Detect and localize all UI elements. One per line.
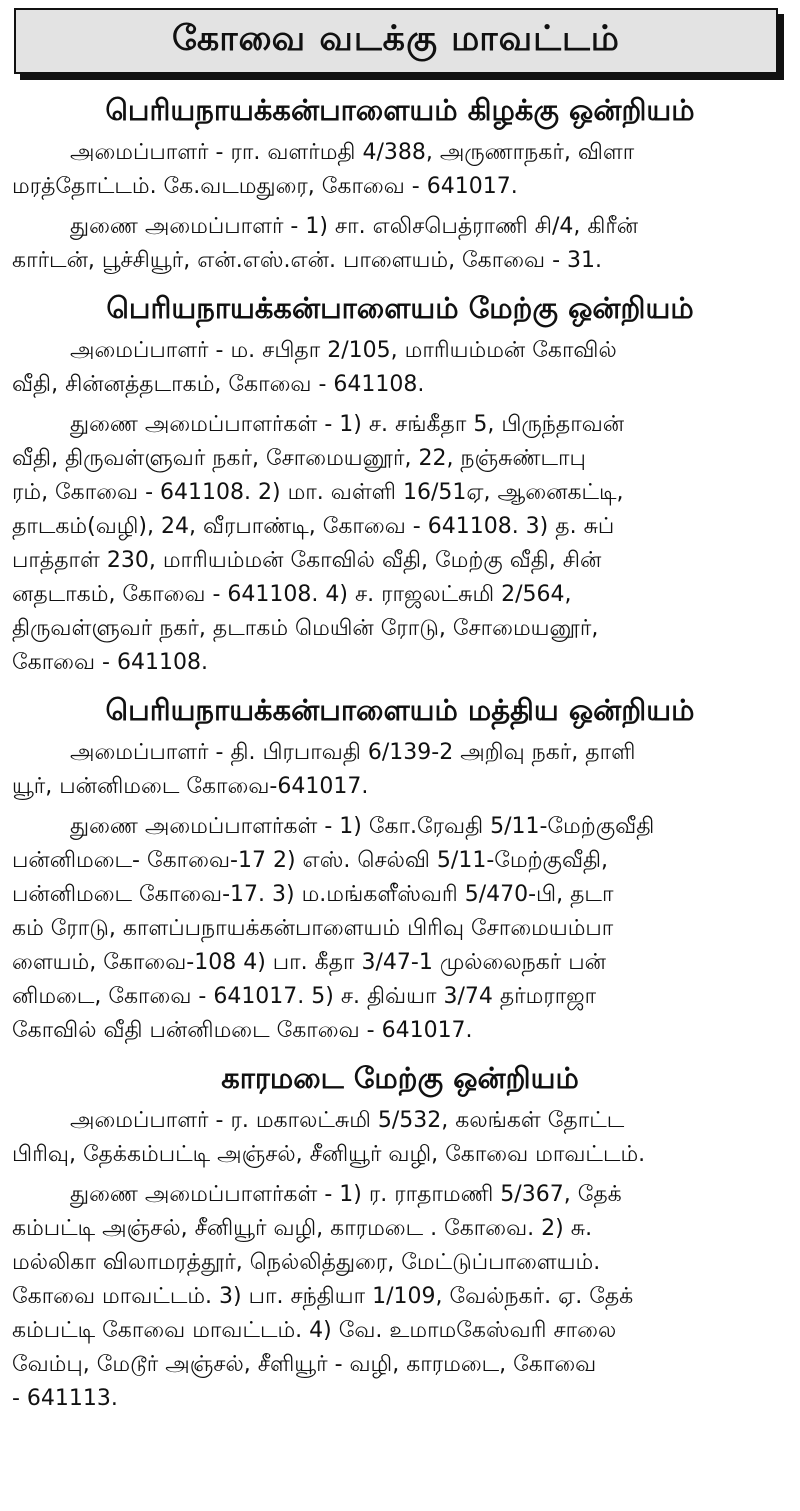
- union-section: [12, 88, 788, 278]
- union-heading: பெரியநாயக்கன்பாளையம் மத்திய ஒன்றியம்: [105, 693, 695, 727]
- organizer-entry: அமைப்பாளர் - தி. பிரபாவதி 6/139-2 அறிவு நகர், தாளி யூர், பன்னிமடை கோவை-641017.: [12, 740, 636, 799]
- organizer-entry: அமைப்பாளர் - ம. சபிதா 2/105, மாரியம்மன் கோவில் வீதி, சின்னத்தடாகம், கோவை - 641108.: [12, 338, 617, 397]
- union-section: [12, 286, 788, 680]
- deputy-organizers-entry: துணை அமைப்பாளர்கள் - 1) ர. ராதாமணி 5/367, தேக் கம்பட்டி அஞ்சல், சீனியூர் வழி, காரமடை . கோவை. 2) சு. மல்லிகா விலாமரத்தூர், நெல்லித்துரை, மேட்டுப்பாளையம். கோவை மாவட்டம். 3) பா. சந்தியா 1/109, வேல்நகர். ஏ. தேக் கம்பட்டி கோவை மாவட்டம். 4) வே. உமாமகேஸ்வரி சாலை வேம்பு, மேடூர் அஞ்சல், சீளியூர் - வழி, காரமடை, கோவை - 641113.: [12, 1182, 634, 1411]
- organizer-entry: அமைப்பாளர் - ர. மகாலட்சுமி 5/532, கலங்கள் தோட்ட பிரிவு, தேக்கம்பட்டி அஞ்சல், சீனியூர் வழி, கோவை மாவட்டம்.: [12, 1108, 646, 1167]
- deputy-organizers-entry: துணை அமைப்பாளர்கள் - 1) கோ.ரேவதி 5/11-மேற்குவீதி பன்னிமடை- கோவை-17 2) எஸ். செல்வி 5/11-மேற்குவீதி, பன்னிமடை கோவை-17. 3) ம.மங்களீஸ்வரி 5/470-பி, தடா கம் ரோடு, காளப்பநாயக்கன்பாளையம் பிரிவு சோமையம்பா ளையம், கோவை-108 4) பா. கீதா 3/47-1 முல்லைநகர் பன் னிமடை, கோவை - 641017. 5) ச. திவ்யா 3/74 தர்மராஜா கோவில் வீதி பன்னிமடை கோவை - 641017.: [12, 814, 655, 1043]
- district-title: கோவை வடக்கு மாவட்டம்: [172, 19, 620, 59]
- district-title-banner: [14, 8, 778, 74]
- union-section: [12, 1056, 788, 1416]
- union-heading: பெரியநாயக்கன்பாளையம் மேற்கு ஒன்றியம்: [106, 291, 694, 325]
- deputy-organizers-entry: துணை அமைப்பாளர் - 1) சா. எலிசபெத்ராணி சி/4, கிரீன் கார்டன், பூச்சியூர், என்.எஸ்.என். பாளையம், கோவை - 31.: [12, 214, 639, 273]
- union-heading: பெரியநாயக்கன்பாளையம் கிழக்கு ஒன்றியம்: [105, 93, 695, 127]
- deputy-organizers-entry: துணை அமைப்பாளர்கள் - 1) ச. சங்கீதா 5, பிருந்தாவன் வீதி, திருவள்ளுவர் நகர், சோமையனூர், 22, நஞ்சுண்டாபு ரம், கோவை - 641108. 2) மா. வள்ளி 16/51ஏ, ஆனைகட்டி, தாடகம்(வழி), 24, வீரபாண்டி, கோவை - 641108. 3) த. சுப் பாத்தாள் 230, மாரியம்மன் கோவில் வீதி, மேற்கு வீதி, சின் னதடாகம், கோவை - 641108. 4) ச. ராஜலட்சுமி 2/564, திருவள்ளுவர் நகர், தடாகம் மெயின் ரோடு, சோமையனூர், கோவை - 641108.: [12, 412, 625, 675]
- union-heading: காரமடை மேற்கு ஒன்றியம்: [221, 1061, 579, 1095]
- union-section: [12, 688, 788, 1048]
- organizer-entry: அமைப்பாளர் - ரா. வளர்மதி 4/388, அருணாநகர், விளா மரத்தோட்டம். கே.வடமதுரை, கோவை - 641017.: [12, 140, 635, 199]
